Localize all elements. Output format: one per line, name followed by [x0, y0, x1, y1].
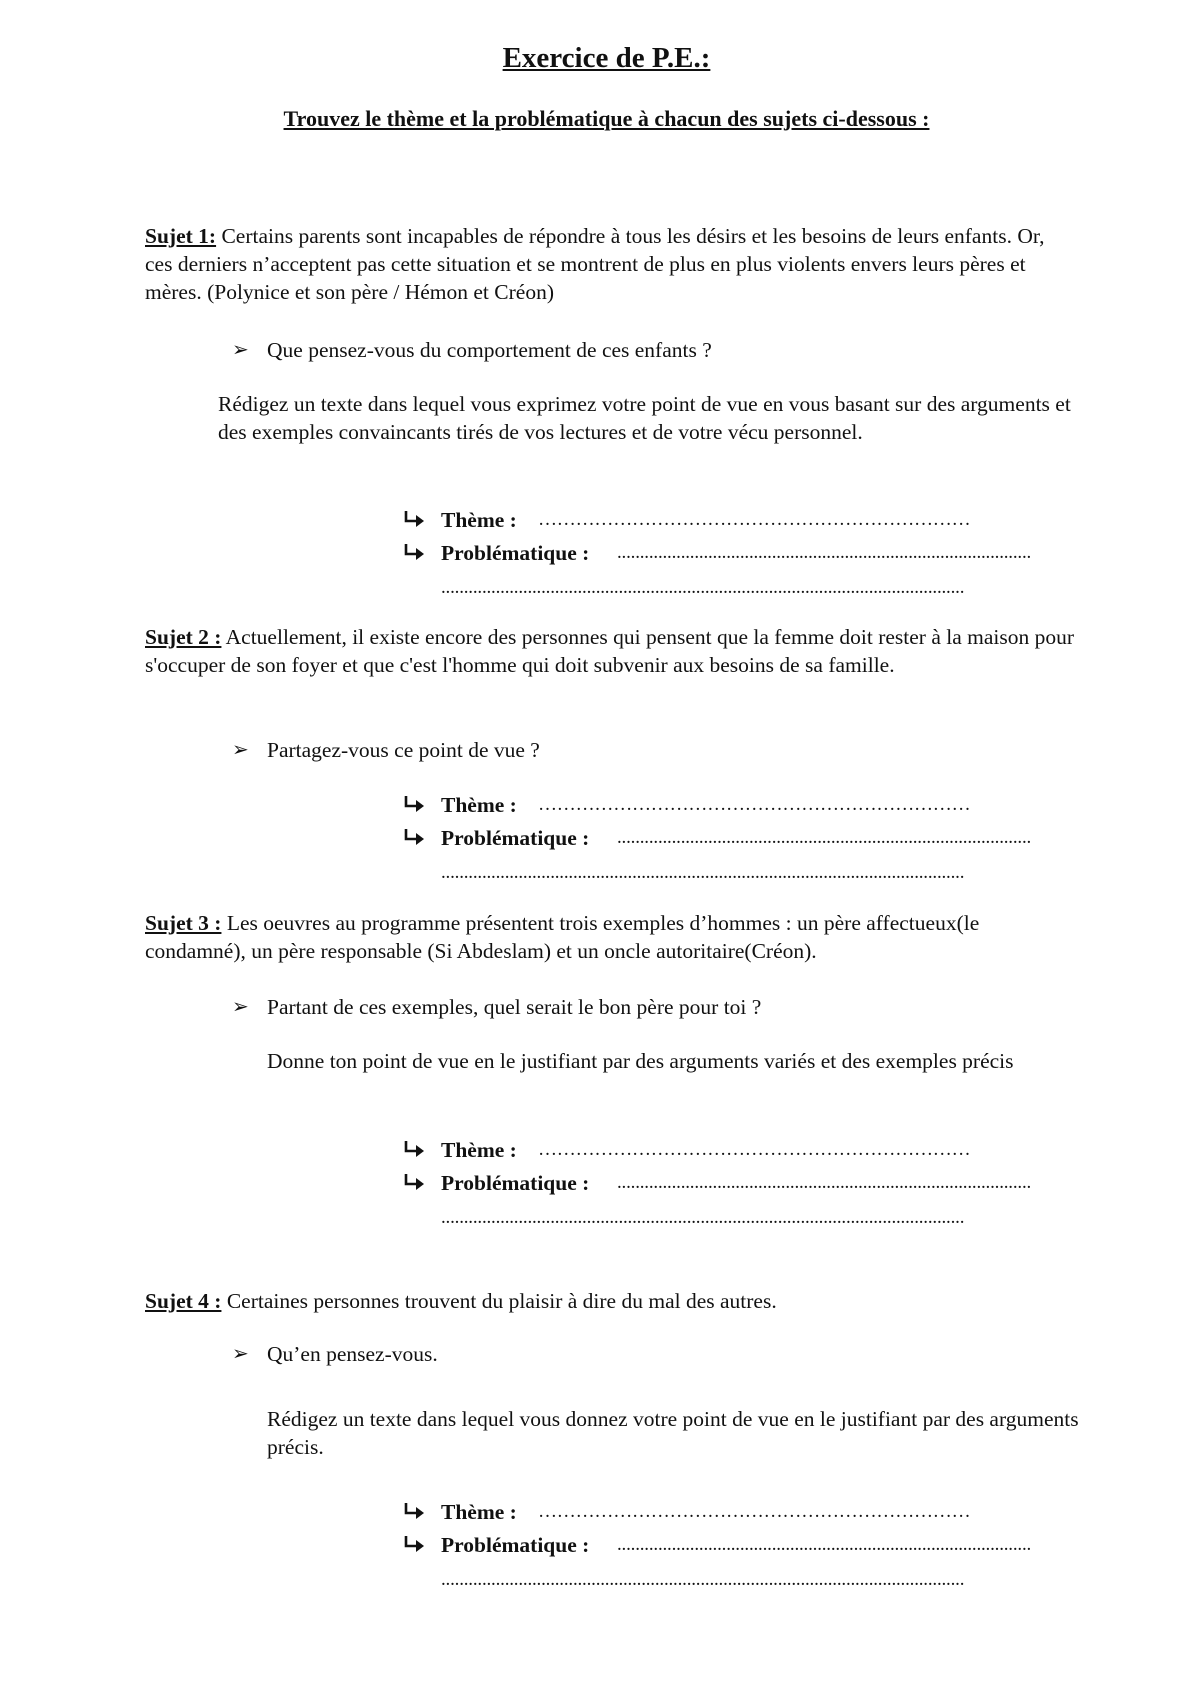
- sujet-3-text: Les oeuvres au programme présentent trois exemples d’hommes : un père affectueux(le condamné), un père responsable (Si Abdeslam) et un oncle autoritaire(Créon).: [145, 911, 980, 963]
- page-subtitle: Trouvez le thème et la problématique à chacun des sujets ci-dessous :: [283, 106, 930, 131]
- page-title: Exercice de P.E.:: [502, 42, 711, 74]
- hook-arrow-icon: [403, 1138, 429, 1162]
- sujet-1-theme-dots: ……………………………………………………………: [538, 509, 971, 530]
- hook-arrow-icon: [403, 541, 429, 565]
- hook-arrow-icon: [403, 1500, 429, 1524]
- sujet-4-problematique-label: Problématique :: [441, 1533, 590, 1557]
- sujet-3-extra-dots: ...................................................................................................................: [441, 1207, 965, 1228]
- sujet-2-paragraph: [145, 623, 1085, 679]
- sujet-1-theme-label: Thème :: [441, 508, 517, 532]
- sujet-3-instruction: Donne ton point de vue en le justifiant par des arguments variés et des exemples précis: [267, 1049, 1014, 1073]
- sujet-1-question: Que pensez-vous du comportement de ces enfants ?: [267, 338, 712, 362]
- bullet-arrow-icon: ➢: [232, 1343, 249, 1365]
- sujet-2-label: Sujet 2 :: [145, 625, 222, 649]
- sujet-3-problematique-dots: ...........................................................................................: [617, 1172, 1032, 1193]
- sujet-4-theme-dots: ……………………………………………………………: [538, 1501, 971, 1522]
- bullet-arrow-icon: ➢: [232, 339, 249, 361]
- sujet-2-text: Actuellement, il existe encore des personnes qui pensent que la femme doit rester à la maison pour s'occuper de son foyer et que c'est l'homme qui doit subvenir aux besoins de sa famille.: [145, 625, 1075, 677]
- hook-arrow-icon: [403, 1171, 429, 1195]
- sujet-4-paragraph: [145, 1287, 1075, 1315]
- sujet-2-theme-label: Thème :: [441, 793, 517, 817]
- bullet-arrow-icon: ➢: [232, 739, 249, 761]
- sujet-3-question: Partant de ces exemples, quel serait le bon père pour toi ?: [267, 995, 762, 1019]
- sujet-2-question: Partagez-vous ce point de vue ?: [267, 738, 540, 762]
- hook-arrow-icon: [403, 826, 429, 850]
- hook-arrow-icon: [403, 508, 429, 532]
- bullet-arrow-icon: ➢: [232, 996, 249, 1018]
- sujet-3-theme-label: Thème :: [441, 1138, 517, 1162]
- sujet-1-problematique-label: Problématique :: [441, 541, 590, 565]
- hook-arrow-icon: [403, 793, 429, 817]
- sujet-3-label: Sujet 3 :: [145, 911, 222, 935]
- sujet-4-text: Certaines personnes trouvent du plaisir à dire du mal des autres.: [226, 1289, 777, 1313]
- sujet-4-problematique-dots: ...........................................................................................: [617, 1534, 1032, 1555]
- sujet-1-extra-dots: ...................................................................................................................: [441, 577, 965, 598]
- sujet-1-instruction: Rédigez un texte dans lequel vous exprimez votre point de vue en vous basant sur des arguments et des exemples convaincants tirés de vos lectures et de votre vécu personnel.: [218, 392, 1071, 444]
- sujet-2-theme-dots: ……………………………………………………………: [538, 794, 971, 815]
- sujet-1-problematique-dots: ...........................................................................................: [617, 542, 1032, 563]
- hook-arrow-icon: [403, 1533, 429, 1557]
- sujet-1-paragraph: [145, 222, 1075, 306]
- sujet-4-extra-dots: ...................................................................................................................: [441, 1569, 965, 1590]
- sujet-3-theme-dots: ……………………………………………………………: [538, 1139, 971, 1160]
- sujet-2-problematique-label: Problématique :: [441, 826, 590, 850]
- sujet-4-question: Qu’en pensez-vous.: [267, 1342, 438, 1366]
- sujet-4-theme-label: Thème :: [441, 1500, 517, 1524]
- sujet-2-problematique-dots: ...........................................................................................: [617, 827, 1032, 848]
- sujet-1-label: Sujet 1:: [145, 224, 217, 248]
- sujet-2-extra-dots: ...................................................................................................................: [441, 862, 965, 883]
- sujet-4-label: Sujet 4 :: [145, 1289, 222, 1313]
- sujet-3-paragraph: [145, 909, 1075, 965]
- sujet-1-text: Certains parents sont incapables de répondre à tous les désirs et les besoins de leurs enfants. Or, ces derniers n’acceptent pas cette situation et se montrent de plus en plus violents envers leurs pères et mères. (Polynice et son père / Hémon et Créon): [145, 224, 1045, 304]
- sujet-4-instruction: Rédigez un texte dans lequel vous donnez votre point de vue en le justifiant par des arguments précis.: [267, 1407, 1079, 1459]
- sujet-3-problematique-label: Problématique :: [441, 1171, 590, 1195]
